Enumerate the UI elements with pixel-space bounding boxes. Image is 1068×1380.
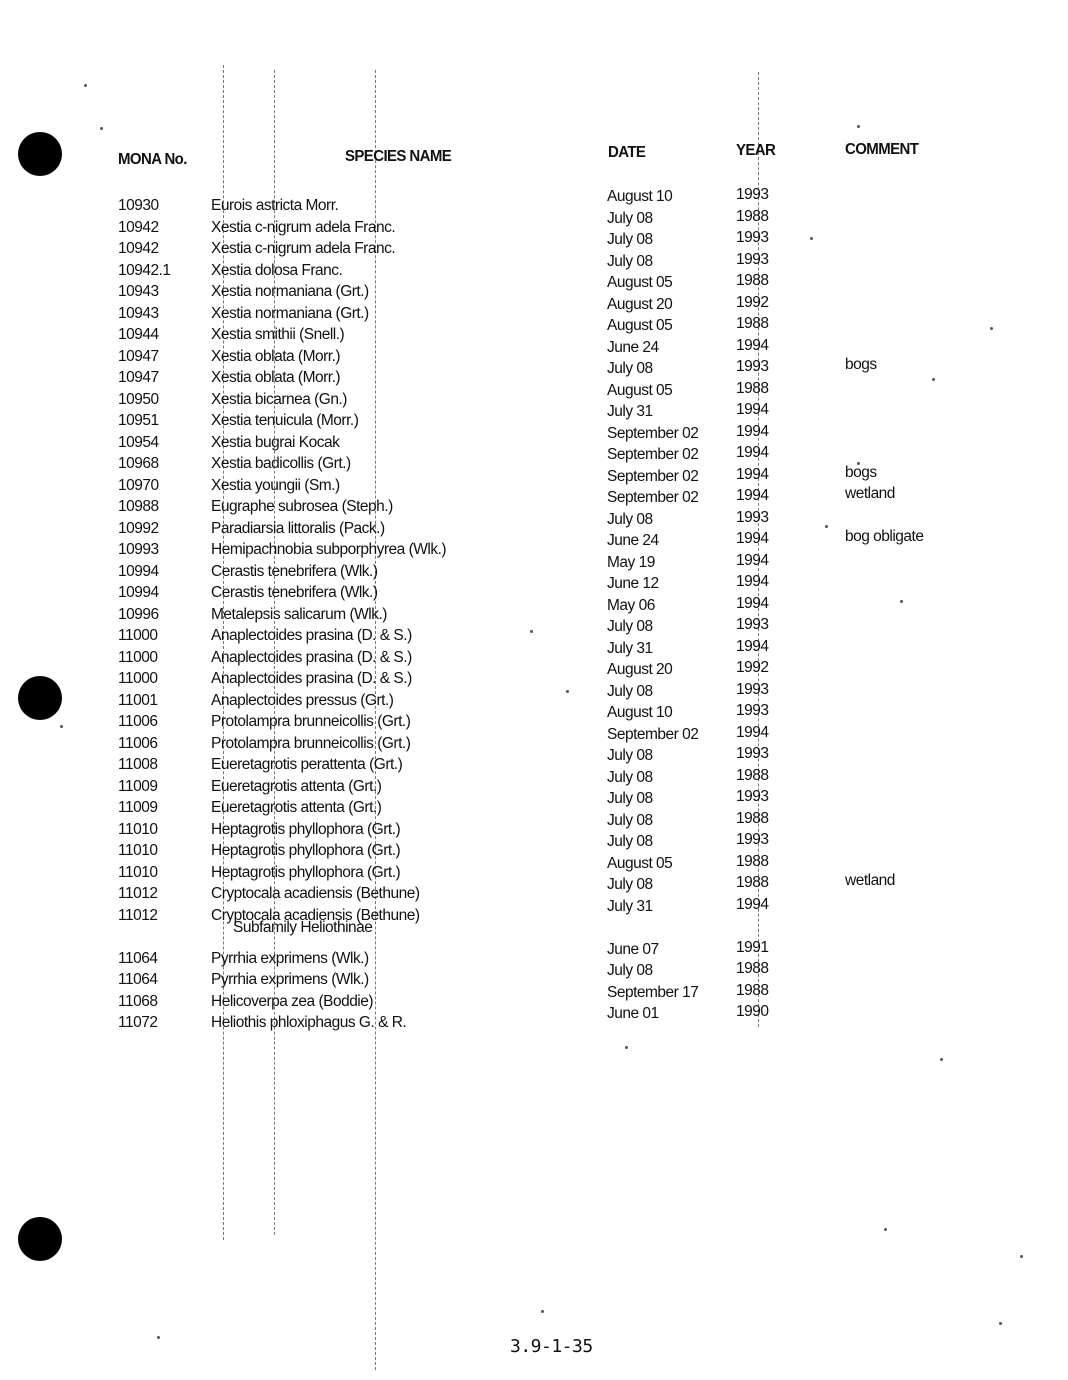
cell-species: Xestia bicarnea (Gn.) [211,390,347,408]
cell-date: July 08 [607,682,653,700]
cell-mona: 10947 [118,369,159,386]
cell-date: July 08 [607,252,653,270]
cell-species: Xestia dolosa Franc. [211,261,343,279]
cell-date: July 31 [607,403,653,420]
cell-date: July 08 [607,360,653,377]
header-mona-number: MONA No. [118,150,187,169]
cell-species: Pyrrhia exprimens (Wlk.) [211,949,369,967]
subfamily-label: Subfamily Heliothinae [233,919,373,936]
cell-date: September 02 [607,467,699,485]
cell-species: Xestia oblata (Morr.) [211,347,341,365]
cell-species: Cerastis tenebrifera (Wlk.) [211,562,378,580]
cell-comment: wetland [845,485,895,502]
cell-year: 1993 [736,508,769,526]
table-row [0,960,1068,993]
cell-date: June 07 [607,940,659,958]
cell-mona: 10992 [118,519,159,537]
cell-mona: 11010 [118,820,158,838]
header-species-name: SPECIES NAME [345,147,452,166]
table-row [0,895,1068,929]
cell-mona: 10942 [118,240,159,257]
cell-year: 1994 [736,487,769,504]
cell-year: 1993 [736,680,769,698]
table-row [0,766,1068,800]
cell-mona: 11012 [118,885,158,902]
cell-date: August 10 [607,188,673,205]
cell-mona: 10970 [118,476,159,494]
cell-species: Protolampra brunneicollis (Grt.) [211,713,411,730]
cell-year: 1988 [736,981,769,999]
cell-date: September 02 [607,489,699,506]
cell-year: 1993 [736,745,769,762]
cell-date: June 24 [607,532,659,549]
cell-mona: 11006 [118,734,158,752]
header-year: YEAR [736,141,776,160]
cell-species: Xestia bugrai Kocak [211,433,340,451]
cell-year: 1990 [736,1003,769,1020]
cell-date: August 05 [607,854,673,872]
cell-year: 1988 [736,960,769,977]
cell-date: August 05 [607,274,673,291]
table-row [0,938,1068,972]
table-row [0,250,1068,284]
cell-year: 1988 [736,272,769,289]
scan-speck [84,84,87,87]
cell-species: Xestia smithii (Snell.) [211,326,345,343]
cell-date: July 08 [607,768,653,786]
cell-date: September 17 [607,983,699,1001]
table-row [0,229,1068,262]
cell-species: Xestia badicollis (Grt.) [211,455,351,472]
cell-date: June 24 [607,338,659,356]
cell-date: July 08 [607,618,653,635]
cell-mona: 10943 [118,304,159,322]
cell-date: July 08 [607,231,653,248]
page-number: 3.9-1-35 [510,1336,593,1357]
cell-mona: 10968 [118,455,159,472]
cell-species: Metalepsis salicarum (Wlk.) [211,605,387,623]
cell-year: 1988 [736,852,769,870]
table-row [0,422,1068,456]
table-row [0,981,1068,1015]
cell-date: July 08 [607,747,653,764]
scan-speck [100,127,103,130]
cell-species: Heptagrotis phyllophora (Grt.) [211,863,401,881]
table-row [0,336,1068,370]
cell-date: September 02 [607,424,699,442]
cell-year: 1988 [736,874,769,891]
cell-species: Eueretagrotis attenta (Grt.) [211,799,382,816]
table-row [0,637,1068,671]
cell-date: July 08 [607,876,653,893]
cell-year: 1993 [736,250,769,268]
cell-mona: 11010 [118,863,158,881]
cell-date: August 20 [607,661,673,678]
cell-species: Hemipachnobia subporphyrea (Wlk.) [211,541,447,558]
cell-mona: 10954 [118,433,159,451]
table-row [0,831,1068,864]
cell-comment: bog obligate [845,528,924,545]
table-row [0,272,1068,305]
cell-mona: 11010 [118,842,158,859]
cell-date: May 19 [607,553,655,571]
table-row [0,680,1068,714]
table-row [0,573,1068,606]
table-row [0,379,1068,413]
cell-mona: 11008 [118,756,158,773]
cell-mona: 10943 [118,283,159,300]
cell-year: 1988 [736,766,769,784]
cell-mona: 10944 [118,326,159,343]
cell-species: Heptagrotis phyllophora (Grt.) [211,842,401,859]
table-row [0,551,1068,585]
cell-year: 1993 [736,788,769,805]
cell-year: 1992 [736,293,769,311]
table-row [0,852,1068,886]
cell-comment: bogs [845,463,877,481]
cell-year: 1994 [736,895,769,913]
cell-mona: 10993 [118,541,159,558]
cell-species: Pyrrhia exprimens (Wlk.) [211,971,369,988]
cell-species: Anaplectoides pressus (Grt.) [211,691,394,709]
cell-species: Eueretagrotis perattenta (Grt.) [211,756,403,773]
cell-species: Helicoverpa zea (Boddie) [211,992,374,1010]
cell-date: September 02 [607,446,699,463]
cell-year: 1994 [736,551,769,569]
cell-date: July 31 [607,897,653,915]
cell-mona: 10994 [118,562,159,580]
cell-mona: 10947 [118,347,159,365]
table-row [0,444,1068,477]
cell-year: 1992 [736,659,769,676]
scan-speck [625,1046,628,1049]
cell-comment: bogs [845,356,877,373]
scan-speck [1020,1255,1023,1258]
cell-species: Cryptocala acadiensis (Bethune) [211,906,420,924]
cell-year: 1993 [736,616,769,633]
cell-year: 1988 [736,207,769,225]
cell-year: 1993 [736,831,769,848]
cell-species: Xestia c-nigrum adela Franc. [211,240,396,257]
cell-date: August 20 [607,295,673,313]
cell-species: Anaplectoides prasina (D. & S.) [211,648,412,666]
cell-species: Xestia oblata (Morr.) [211,369,341,386]
cell-species: Heliothis phloxiphagus G. & R. [211,1014,407,1031]
table-row [0,356,1068,391]
cell-mona: 10994 [118,584,159,601]
cell-date: June 01 [607,1005,659,1022]
header-comment: COMMENT [845,140,919,159]
cell-mona: 10988 [118,498,159,515]
cell-comment: wetland [845,872,895,889]
binder-hole-top [18,132,62,176]
cell-mona: 10950 [118,390,159,408]
cell-mona: 10942 [118,218,159,236]
cell-date: August 05 [607,381,673,399]
cell-year: 1988 [736,315,769,332]
cell-mona: 11009 [118,777,158,795]
cell-date: July 08 [607,962,653,979]
header-date: DATE [608,143,646,162]
scan-speck [940,1058,943,1061]
cell-species: Eugraphe subrosea (Steph.) [211,498,393,515]
cell-mona: 10930 [118,197,159,214]
cell-year: 1994 [736,444,769,461]
cell-mona: 11068 [118,992,158,1010]
cell-year: 1994 [736,465,769,483]
cell-mona: 11064 [118,949,158,967]
cell-mona: 11000 [118,648,158,666]
table-row [0,293,1068,327]
cell-date: July 08 [607,510,653,528]
cell-species: Anaplectoides prasina (D. & S.) [211,627,412,644]
cell-mona: 11006 [118,713,158,730]
cell-year: 1993 [736,229,769,246]
table-row [0,594,1068,628]
cell-date: August 10 [607,704,673,721]
cell-mona: 11001 [118,691,158,709]
cell-year: 1994 [736,530,769,547]
cell-year: 1994 [736,573,769,590]
cell-mona: 10996 [118,605,159,623]
cell-species: Xestia youngii (Sm.) [211,476,340,494]
cell-date: July 08 [607,811,653,829]
table-row [0,659,1068,692]
cell-species: Xestia normaniana (Grt.) [211,283,369,300]
cell-date: May 06 [607,596,655,614]
cell-species: Eurois astricta Morr. [211,197,339,214]
cell-mona: 11064 [118,971,158,988]
cell-date: July 08 [607,790,653,807]
cell-year: 1993 [736,186,769,203]
cell-year: 1988 [736,379,769,397]
cell-mona: 11009 [118,799,158,816]
cell-year: 1988 [736,809,769,827]
table-row [0,315,1068,348]
table-row [0,723,1068,757]
cell-mona: 11000 [118,670,158,687]
table-row [0,616,1068,649]
cell-date: June 12 [607,575,659,592]
binder-hole-bottom [18,1217,62,1261]
table-row [0,207,1068,241]
table-row [0,186,1068,219]
scan-speck [999,1322,1002,1325]
cell-species: Paradiarsia littoralis (Pack.) [211,519,385,537]
cell-species: Protolampra brunneicollis (Grt.) [211,734,411,752]
cell-mona: 10951 [118,412,159,429]
scan-speck [157,1336,160,1339]
cell-year: 1993 [736,358,769,375]
cell-mona: 11072 [118,1014,158,1031]
cell-date: September 02 [607,725,699,743]
cell-species: Eueretagrotis attenta (Grt.) [211,777,382,795]
cell-year: 1994 [736,422,769,440]
cell-mona: 10942.1 [118,261,171,279]
scan-speck [857,125,860,128]
cell-year: 1993 [736,702,769,719]
cell-date: July 08 [607,833,653,850]
cell-species: Xestia tenuicula (Morr.) [211,412,359,429]
cell-year: 1994 [736,637,769,655]
cell-mona: 11000 [118,627,158,644]
cell-species: Xestia c-nigrum adela Franc. [211,218,396,236]
cell-species: Cerastis tenebrifera (Wlk.) [211,584,378,601]
table-row [0,702,1068,735]
cell-species: Xestia normaniana (Grt.) [211,304,369,322]
cell-species: Anaplectoides prasina (D. & S.) [211,670,412,687]
cell-year: 1994 [736,336,769,354]
scan-speck [884,1228,887,1231]
cell-date: July 08 [607,209,653,227]
table-row [0,809,1068,843]
cell-species: Heptagrotis phyllophora (Grt.) [211,820,401,838]
cell-mona: 11012 [118,906,158,924]
cell-date: July 31 [607,639,653,657]
cell-year: 1994 [736,723,769,741]
cell-year: 1991 [736,938,769,956]
scan-speck [541,1310,544,1313]
table-row [0,745,1068,778]
table-row [0,788,1068,821]
cell-year: 1994 [736,401,769,418]
table-row [0,1003,1068,1036]
cell-year: 1994 [736,594,769,612]
table-row [0,401,1068,434]
cell-species: Cryptocala acadiensis (Bethune) [211,885,420,902]
cell-date: August 05 [607,317,673,334]
